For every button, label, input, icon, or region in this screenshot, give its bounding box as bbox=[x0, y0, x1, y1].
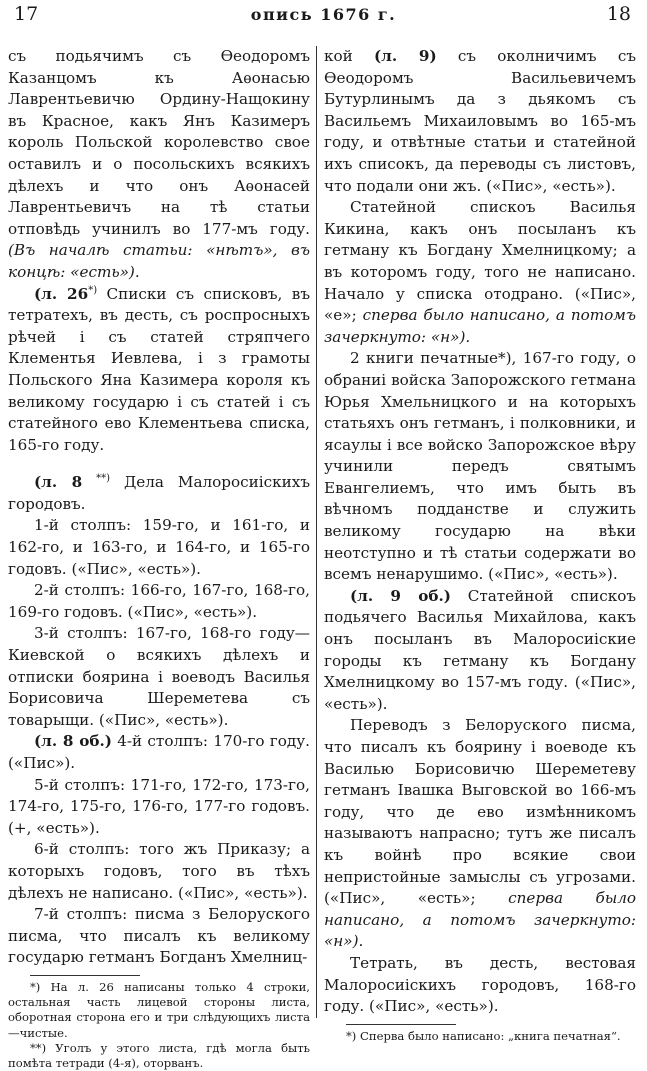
paragraph bbox=[324, 46, 636, 197]
paragraph bbox=[324, 586, 636, 716]
paragraph-text: 4-й столпъ: 170-го году. («Пис»). bbox=[8, 732, 311, 772]
page-header bbox=[0, 0, 647, 34]
page-number-right: 18 bbox=[606, 3, 631, 25]
paragraph-text: кой bbox=[324, 47, 353, 65]
paragraph: 2 книги печатные*), 167-го году, о обраниі войска Запорожского гетмана Юрья Хмельницкого и на которыхъ статьяхъ онъ гетманъ, і полковники, и ясаулы і все войско Запорожское вѣру учинили передъ святымъ Евангелиемъ, что имъ быть въ вѣчномъ подданстве и служить великому государю на вѣки неотступно и тѣ статьи содержати во всемъ ненарушимо. («Пис», «есть»). bbox=[324, 349, 636, 584]
left-column bbox=[8, 46, 311, 1070]
paragraph bbox=[8, 46, 310, 284]
sheet-reference: (л. 9) bbox=[374, 47, 437, 65]
sheet-reference: (л. 9 об.) bbox=[350, 586, 451, 605]
footnote-marker: *) bbox=[88, 284, 98, 296]
paragraph: 3-й столпъ: 167-го, 168-го году—Киевской о всякихъ дѣлехъ и отписки боярина і воеводъ Василья Борисовича Шереметева съ товарыщи. («Пис», «есть»). bbox=[8, 624, 310, 729]
paragraph: 2-й столпъ: 166-го, 167-го, 168-го, 169-го годовъ. («Пис», «есть»). bbox=[8, 581, 310, 621]
footnote: *) На л. 26 написаны только 4 строки, остальная часть лицевой стороны листа, оборотная сторона его и три слѣдующихъ листа—чистые. bbox=[8, 979, 310, 1040]
paragraph bbox=[324, 715, 636, 953]
paragraph-text: Статейной спискoъ подьячего Василья Михайлова, какъ онъ посыланъ въ Малоросиiские городы къ гетману къ Богдану Хмелницкому во 157-мъ году. («Пис», «есть»). bbox=[324, 586, 636, 713]
editor-note: (Въ началѣ статьи: «нѣтъ», въ концѣ: «есть»). bbox=[8, 241, 310, 281]
paragraph-text: Статейной спискoъ Василья Кикина, какъ онъ посыланъ къ гетману къ Богдану Хмелницкому; а въ которомъ году, того не написано. Начало у списка отодрано. («Пис», «е»; bbox=[324, 198, 636, 325]
footnote-rule bbox=[30, 975, 140, 976]
sheet-reference: (л. 8 об.) bbox=[34, 732, 112, 751]
paragraph-text: Переводъ з Белорускогo писма, что писалъ къ боярину і воеводе къ Василью Борисовичю Шереметеву гетманъ Івашка Выговской во 166-мъ году, что де ево измѣнникомъ называютъ напрасно; тутъ же писалъ къ войнѣ про всякие свои непристойные замыслы съ угрозами. («Пис», «есть»; bbox=[324, 716, 636, 908]
editor-note: сперва было написано, а потомъ зачеркнуто: «н»). bbox=[324, 889, 637, 951]
editor-note: сперва было написано, а потомъ зачеркнуто: «н»). bbox=[324, 306, 637, 346]
footnote-rule bbox=[346, 1024, 456, 1025]
footnote: **) Уголъ у этого листа, гдѣ могла быть помѣта тетради (4-я), оторванъ. bbox=[8, 1040, 310, 1070]
footnote: *) Сперва было написано: „книга печатная“. bbox=[346, 1028, 621, 1043]
section-heading bbox=[8, 472, 310, 515]
column-divider bbox=[316, 46, 317, 1018]
sheet-reference: (л. 8 bbox=[34, 473, 83, 492]
right-column bbox=[324, 46, 637, 1043]
paragraph: Тетрать, въ десть, вестовая Малоросиiскихъ городовъ, 168-го году. («Пис», «есть»). bbox=[324, 953, 636, 1016]
paragraph-text: съ околничимъ съ Ѳеодоромъ Васильевичемъ Бутурлинымъ да з дьякомъ съ Васильемъ Михаиловымъ во 165-мъ году, и отвѣтные статьи и статейной ихъ списокъ, да переводы съ листовъ, что подали они жъ. («Пис», «есть»). bbox=[324, 47, 636, 195]
paragraph-text: съ подьячимъ съ Ѳеодоромъ Казанцомъ къ Аѳонасью Лаврентьевичю Ордину-Нащокину въ Красное, какъ Янъ Казимеръ король Польской королевство свое оставилъ и о посольскихъ всякихъ дѣлехъ и что онъ Аѳонасей Лаврентьевичъ на тѣ статьи отповѣдь учинилъ во 177-мъ году. bbox=[8, 47, 310, 238]
paragraph bbox=[324, 197, 636, 348]
running-title: опись 1676 г. bbox=[250, 5, 397, 24]
paragraph: 1-й столпъ: 159-го, и 161-го, и 162-го, и 163-го, и 164-го, и 165-го годовъ. («Пис», «есть»). bbox=[8, 516, 310, 578]
paragraph: 7-й столпъ: писма з Белорускогo писма, что писалъ къ великому государю гетманъ Богданъ Хмелниц- bbox=[8, 905, 310, 967]
sheet-reference: (л. 26 bbox=[34, 284, 89, 303]
paragraph: 5-й столпъ: 171-го, 172-го, 173-го, 174-го, 175-го, 176-го, 177-го годовъ. (+, «есть»). bbox=[8, 775, 310, 837]
paragraph bbox=[8, 731, 310, 774]
footnote-marker: **) bbox=[96, 473, 110, 485]
paragraph: 6-й столпъ: того жъ Приказу; а которыхъ годовъ, того въ тѣхъ дѣлехъ не написано. («Пис», «есть»). bbox=[8, 840, 310, 902]
page-number-left: 17 bbox=[14, 3, 39, 25]
paragraph bbox=[8, 284, 310, 457]
paragraph-text: Списки съ списковъ, въ тетратехъ, въ десть, съ роспросныхъ рѣчей і съ статей стряпчего Клементья Иевлева, і з грамоты Польского Яна Казимера короля къ великому государю і съ статей і съ статейного ево Клементьева списка, 165-го году. bbox=[8, 284, 311, 454]
heading-text: Дела Малоросиіскихъ городовъ. bbox=[8, 473, 311, 513]
